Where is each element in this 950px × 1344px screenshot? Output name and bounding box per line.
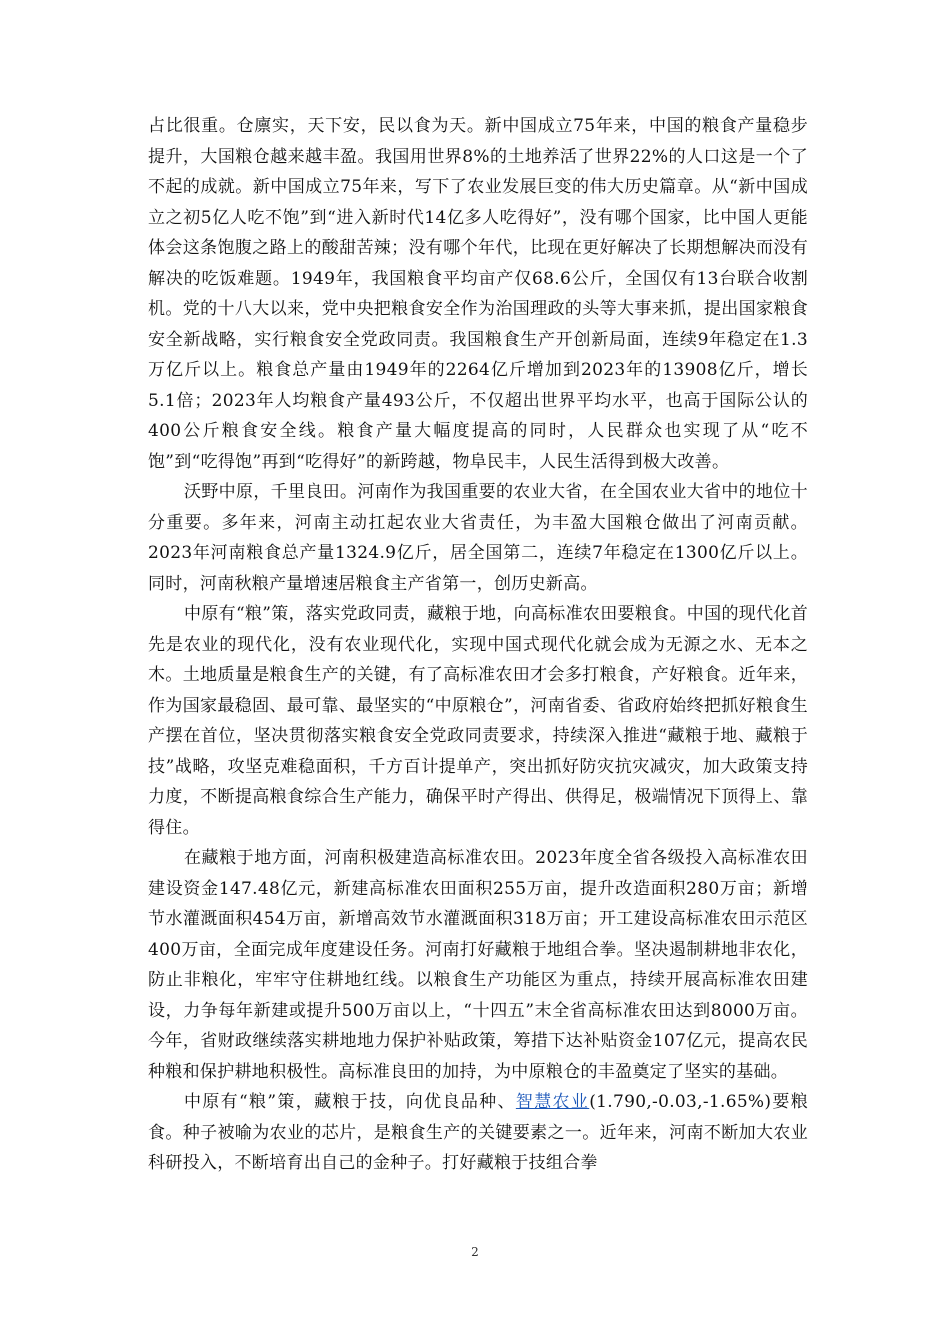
paragraph-3: 中原有“粮”策，落实党政同责，藏粮于地，向高标准农田要粮食。中国的现代化首先是农业的现代化，没有农业现代化，实现中国式现代化就会成为无源之水、无本之木。土地质量是粮食生产的关键，有了高标准农田才会多打粮食，产好粮食。近年来，作为国家最稳固、最可靠、最坚实的“中原粮仓”，河南省委、省政府始终把抓好粮食生产摆在首位，坚决贯彻落实粮食安全党政同责要求，持续深入推进“藏粮于地、藏粮于技”战略，攻坚克难稳面积，千方百计提单产，突出抓好防灾抗灾减灾，加大政策支持力度，不断提高粮食综合生产能力，确保平时产得出、供得足，极端情况下顶得上、靠得住。 [148,604,808,838]
paragraph-5-lead: 中原有“粮”策，藏粮于技，向优良品种、 [184,1092,516,1112]
smart-agriculture-link[interactable]: 智慧农业 [515,1092,590,1112]
body-text [148,111,808,1179]
paragraph-1: 占比很重。仓廪实，天下安，民以食为天。新中国成立75年来，中国的粮食产量稳步提升，大国粮仓越来越丰盈。我国用世界8%的土地养活了世界22%的人口这是一个了不起的成就。新中国成立75年来，写下了农业发展巨变的伟大历史篇章。从“新中国成立之初5亿人吃不饱”到“进入新时代14亿多人吃得好”，没有哪个国家，比中国人更能体会这条饱腹之路上的酸甜苦辣；没有哪个年代，比现在更好解决了长期想解决而没有解决的吃饭难题。1949年，我国粮食平均亩产仅68.6公斤，全国仅有13台联合收割机。党的十八大以来，党中央把粮食安全作为治国理政的头等大事来抓，提出国家粮食安全新战略，实行粮食安全党政同责。我国粮食生产开创新局面，连续9年稳定在1.3万亿斤以上。粮食总产量由1949年的2264亿斤增加到2023年的13908亿斤，增长5.1倍；2023年人均粮食产量493公斤，不仅超出世界平均水平，也高于国际公认的400公斤粮食安全线。粮食产量大幅度提高的同时，人民群众也实现了从“吃不饱”到“吃得饱”再到“吃得好”的新跨越，物阜民丰，人民生活得到极大改善。 [148,116,808,472]
paragraph-5-rest: (1.790,-0.03,-1.65%)要粮食。种子被喻为农业的芯片，是粮食生产的关键要素之一。近年来，河南不断加大农业科研投入，不断培育出自己的金种子。打好藏粮于技组合拳 [148,1092,808,1173]
paragraph-4: 在藏粮于地方面，河南积极建造高标准农田。2023年度全省各级投入高标准农田建设资金147.48亿元，新建高标准农田面积255万亩，提升改造面积280万亩；新增节水灌溉面积454万亩，新增高效节水灌溉面积318万亩；开工建设高标准农田示范区400万亩，全面完成年度建设任务。河南打好藏粮于地组合拳。坚决遏制耕地非农化，防止非粮化，牢牢守住耕地红线。以粮食生产功能区为重点，持续开展高标准农田建设，力争每年新建或提升500万亩以上，“十四五”末全省高标准农田达到8000万亩。今年，省财政继续落实耕地地力保护补贴政策，筹措下达补贴资金107亿元，提高农民种粮和保护耕地积极性。高标准良田的加持，为中原粮仓的丰盈奠定了坚实的基础。 [148,848,808,1082]
paragraph-2: 沃野中原，千里良田。河南作为我国重要的农业大省，在全国农业大省中的地位十分重要。多年来，河南主动扛起农业大省责任，为丰盈大国粮仓做出了河南贡献。2023年河南粮食总产量1324.9亿斤，居全国第二，连续7年稳定在1300亿斤以上。同时，河南秋粮产量增速居粮食主产省第一，创历史新高。 [148,482,808,594]
paragraph-5 [148,1087,808,1179]
page-number: 2 [471,1245,479,1259]
